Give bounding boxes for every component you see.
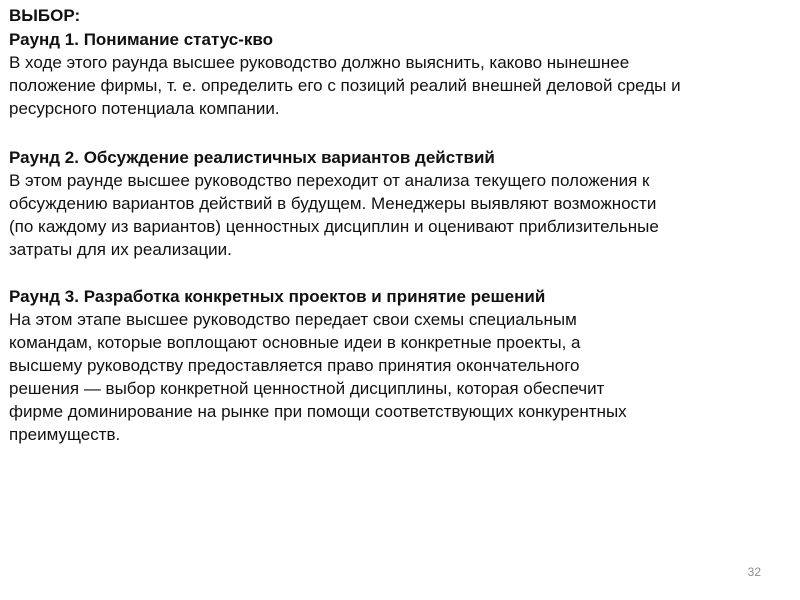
round-3-text-line: На этом этапе высшее руководство передает свои схемы специальным [9, 310, 577, 329]
round-2-section [9, 146, 794, 261]
round-2-title: Раунд 2. Обсуждение реалистичных вариантов действий [9, 148, 495, 167]
round-3-text-line: высшему руководству предоставляется право принятия окончательного [9, 356, 580, 375]
round-2-text-line: (по каждому из вариантов) ценностных дисциплин и оценивают приблизительные [9, 217, 659, 236]
round-2-text-line: В этом раунде высшее руководство переходит от анализа текущего положения к [9, 171, 650, 190]
round-3-text-line: решения — выбор конкретной ценностной дисциплины, которая обеспечит [9, 379, 605, 398]
round-1-title: Раунд 1. Понимание статус-кво [9, 30, 273, 49]
round-3-text-line: фирме доминирование на рынке при помощи соответствующих конкурентных [9, 402, 627, 421]
round-1-section [9, 28, 794, 120]
round-1-text-line: В ходе этого раунда высшее руководство должно выяснить, каково нынешнее [9, 53, 630, 72]
slide-content [9, 0, 794, 470]
round-1-text-line: ресурсного потенциала компании. [9, 99, 280, 118]
round-3-text-line: командам, которые воплощают основные идеи в конкретные проекты, а [9, 333, 581, 352]
round-2-text-line: затраты для их реализации. [9, 240, 232, 259]
round-3-text-line: преимуществ. [9, 425, 121, 444]
round-3-section [9, 285, 794, 446]
round-1-text-line: положение фирмы, т. е. определить его с позиций реалий внешней деловой среды и [9, 76, 681, 95]
round-3-title: Раунд 3. Разработка конкретных проектов и принятие решений [9, 287, 546, 306]
round-2-text-line: обсуждению вариантов действий в будущем. Менеджеры выявляют возможности [9, 194, 657, 213]
slide-heading: ВЫБОР: [9, 6, 81, 25]
page-number: 32 [747, 565, 761, 579]
